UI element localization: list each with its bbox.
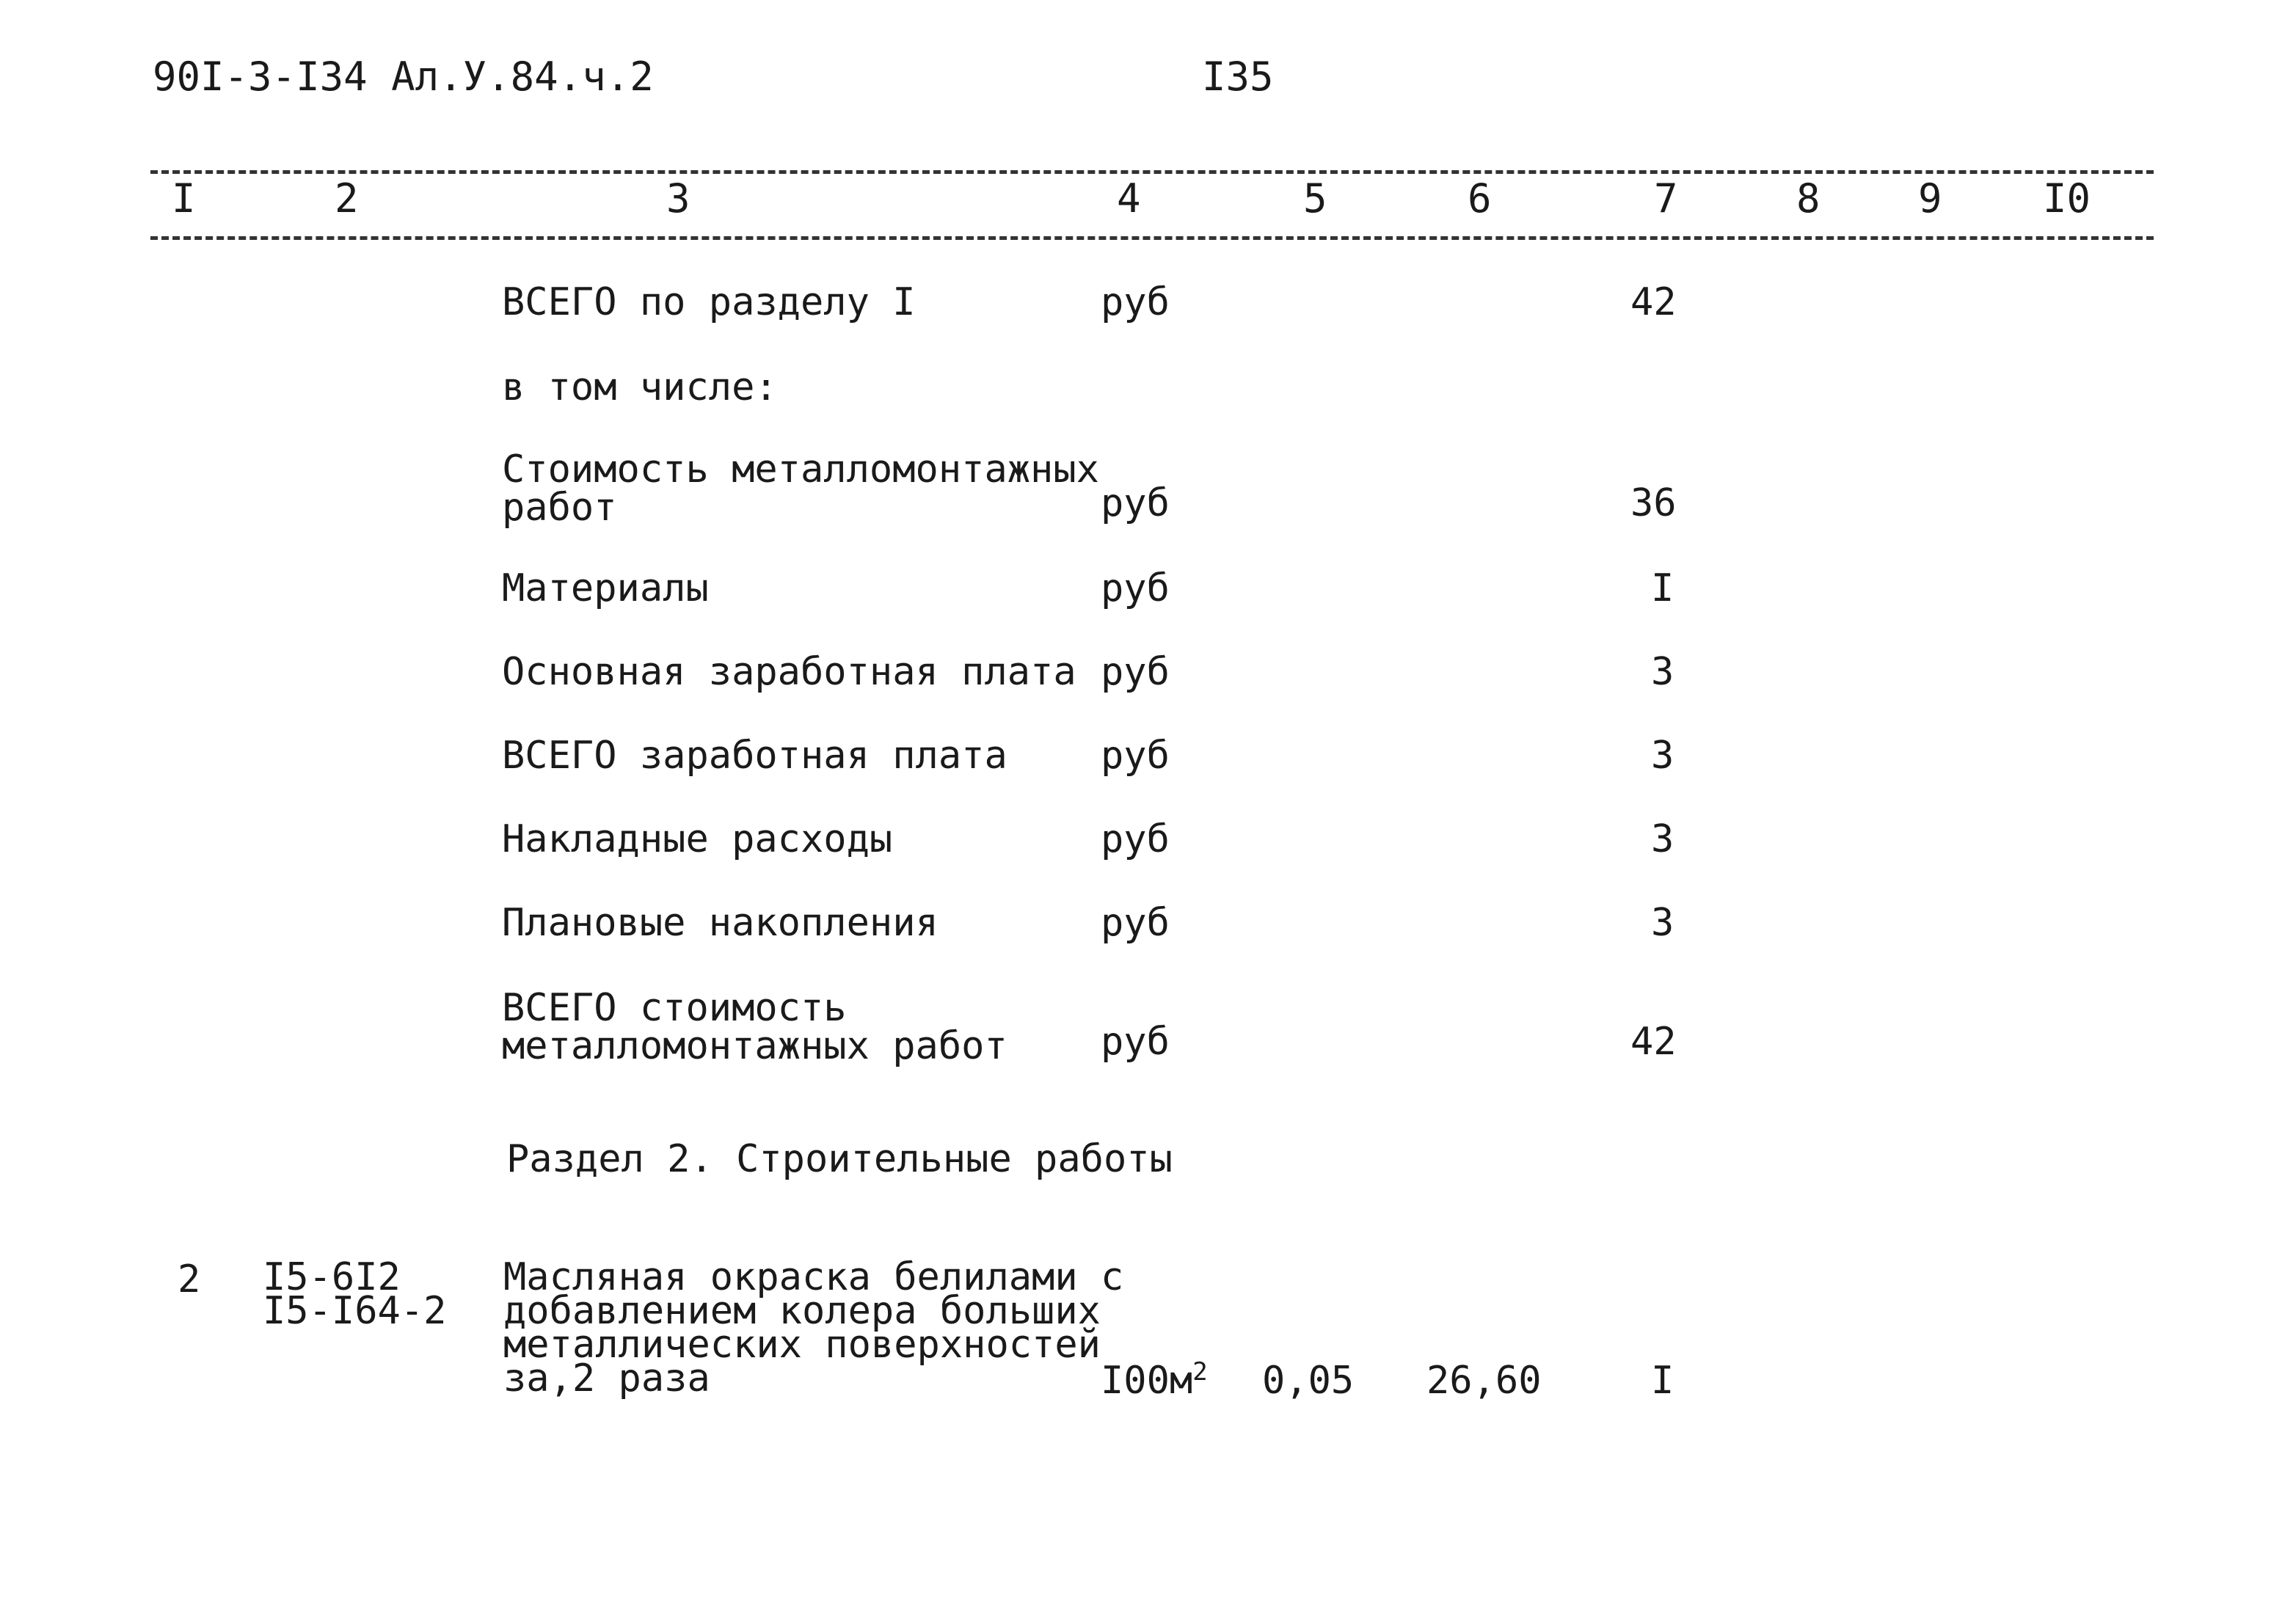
summary-item-label: ВСЕГО заработная плата — [502, 734, 1007, 778]
section-2-title: Раздел 2. Строительные работы — [506, 1137, 1173, 1181]
summary-item-label: ВСЕГО стоимость металломонтажных работ — [502, 986, 1007, 1068]
summary-item-value: 3 — [1651, 650, 1674, 694]
summary-item-label: Основная заработная плата — [502, 650, 1076, 694]
summary-item-label: Стоимость металломонтажных работ — [502, 448, 1099, 530]
column-header-5: 5 — [1303, 175, 1327, 222]
summary-item-value: 3 — [1651, 734, 1674, 778]
row-number: 2 — [178, 1257, 201, 1301]
total-section-value: 42 — [1630, 280, 1677, 324]
row-unit-base: I00м — [1101, 1359, 1193, 1403]
header-rule-bottom — [150, 236, 2154, 240]
column-header-2: 2 — [335, 175, 359, 222]
summary-item-value: I — [1651, 566, 1674, 610]
summary-item-label: Плановые накопления — [502, 901, 939, 945]
row-total: I — [1651, 1359, 1674, 1403]
total-section-unit: руб — [1101, 280, 1170, 324]
row-quantity: 0,05 — [1262, 1359, 1355, 1403]
summary-item-value: 36 — [1630, 481, 1677, 525]
summary-item-label: Материалы — [502, 566, 709, 610]
summary-item-unit: руб — [1101, 901, 1170, 945]
summary-item-value: 3 — [1651, 817, 1674, 861]
total-section-label: ВСЕГО по разделу I — [502, 280, 916, 324]
page-number: I35 — [1202, 54, 1274, 100]
including-label: в том числе: — [502, 365, 778, 409]
row-unit-superscript: 2 — [1192, 1357, 1208, 1387]
column-header-7: 7 — [1654, 175, 1678, 222]
column-header-6: 6 — [1468, 175, 1492, 222]
summary-item-unit: руб — [1101, 481, 1170, 525]
column-header-1: I — [172, 175, 196, 222]
column-header-10: I0 — [2043, 175, 2091, 222]
summary-item-value: 3 — [1651, 901, 1674, 945]
row-codes: I5-6I2 I5-I64-2 — [263, 1255, 447, 1333]
row-unit — [1101, 1357, 1208, 1403]
summary-item-unit: руб — [1101, 734, 1170, 778]
column-header-8: 8 — [1796, 175, 1821, 222]
summary-item-unit: руб — [1101, 650, 1170, 694]
summary-item-unit: руб — [1101, 1020, 1170, 1064]
header-rule-top — [150, 170, 2154, 174]
summary-item-label: Накладные расходы — [502, 817, 893, 861]
column-header-4: 4 — [1117, 175, 1141, 222]
summary-item-unit: руб — [1101, 817, 1170, 861]
row-price: 26,60 — [1426, 1359, 1542, 1403]
column-header-3: 3 — [666, 175, 690, 222]
column-header-9: 9 — [1918, 175, 1942, 222]
summary-item-unit: руб — [1101, 566, 1170, 610]
summary-item-value: 42 — [1630, 1020, 1677, 1064]
row-description: Масляная окраска белилами с добавлением колера больших металлических поверхностей за,2 раза — [503, 1255, 1124, 1401]
document-code: 90I-3-I34 Ал.У.84.ч.2 — [153, 54, 654, 100]
